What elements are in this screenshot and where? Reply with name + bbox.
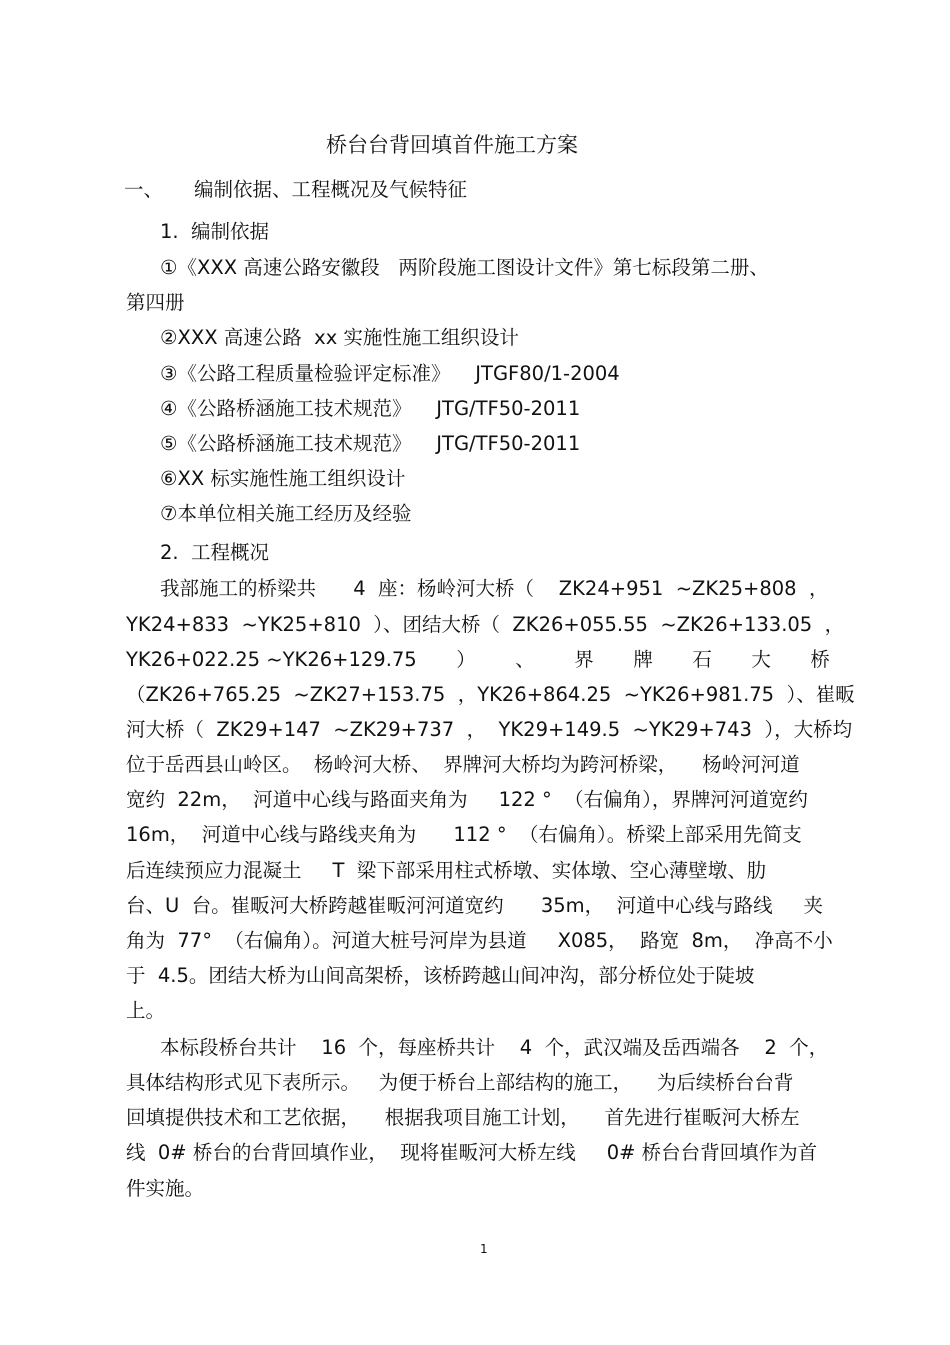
paragraph-line: 于 4.5。团结大桥为山间高架桥，该桥跨越山间冲沟，部分桥位处于陡坡 <box>126 964 755 987</box>
justified-segment: 牌 <box>633 648 653 671</box>
reference-item: ⑤《公路桥涵施工技术规范》 JTG/TF50-2011 <box>160 432 581 455</box>
justified-segment: 桥 <box>810 648 830 671</box>
reference-item: ③《公路工程质量检验评定标准》 JTGF80/1-2004 <box>160 362 620 385</box>
paragraph-line: 16m， 河道中心线与路线夹角为 112 ° （右偏角）。桥梁上部采用先简支 <box>126 823 802 846</box>
paragraph-line: 件实施。 <box>126 1177 205 1200</box>
paragraph-line: 河大桥（ ZK29+147 ~ZK29+737 ， YK29+149.5 ~YK29+743 ），大桥均 <box>126 718 853 741</box>
justified-segment: ） <box>456 648 476 671</box>
section-number: 一、 <box>124 178 164 201</box>
justified-segment: 石 <box>692 648 712 671</box>
reference-item-continuation: 第四册 <box>126 291 185 314</box>
reference-item: ⑥XX 标实施性施工组织设计 <box>160 467 406 490</box>
reference-item: ⑦本单位相关施工经历及经验 <box>160 502 412 525</box>
reference-item: ①《XXX 高速公路安徽段 两阶段施工图设计文件》第七标段第二册、 <box>160 256 769 279</box>
reference-item: ②XXX 高速公路 xx 实施性施工组织设计 <box>160 326 519 349</box>
subsection-heading-basis: 1. 编制依据 <box>160 220 270 243</box>
paragraph-line: 上。 <box>126 999 166 1022</box>
paragraph-line: 后连续预应力混凝土 T 梁下部采用柱式桥墩、实体墩、空心薄壁墩、肋 <box>126 859 767 882</box>
justified-segment: 大 <box>751 648 771 671</box>
paragraph-line-justified <box>126 648 830 672</box>
paragraph-line: 台、U 台。崔畈河大桥跨越崔畈河河道宽约 35m， 河道中心线与路线 夹 <box>126 894 824 917</box>
paragraph-line: 位于岳西县山岭区。 杨岭河大桥、 界牌河大桥均为跨河桥梁， 杨岭河河道 <box>126 753 800 776</box>
justified-segment: YK26+022.25 ~YK26+129.75 <box>126 648 417 671</box>
paragraph-line: 具体结构形式见下表所示。 为便于桥台上部结构的施工， 为后续桥台台背 <box>126 1071 794 1094</box>
paragraph-line: 角为 77° （右偏角）。河道大桩号河岸为县道 X085， 路宽 8m， 净高不小 <box>126 929 833 952</box>
paragraph-line: 宽约 22m， 河道中心线与路面夹角为 122 ° （右偏角），界牌河河道宽约 <box>126 788 808 811</box>
section-heading: 编制依据、工程概况及气候特征 <box>194 178 468 201</box>
subsection-heading-overview: 2. 工程概况 <box>160 541 270 564</box>
paragraph-line: 线 0# 桥台的台背回填作业， 现将崔畈河大桥左线 0# 桥台台背回填作为首 <box>126 1141 818 1164</box>
page-number: 1 <box>480 1242 488 1256</box>
paragraph-line: 本标段桥台共计 16 个，每座桥共计 4 个，武汉端及岳西端各 2 个， <box>160 1036 829 1059</box>
paragraph-line: 我部施工的桥梁共 4 座：杨岭河大桥（ ZK24+951 ~ZK25+808 ， <box>160 577 829 600</box>
paragraph-line: （ZK26+765.25 ~ZK27+153.75 ，YK26+864.25 ~YK26+981.75 ）、崔畈 <box>126 683 855 706</box>
paragraph-line: YK24+833 ~YK25+810 ）、团结大桥（ ZK26+055.55 ~ZK26+133.05 ， <box>126 613 845 636</box>
justified-segment: 、 <box>515 648 535 671</box>
document-title: 桥台台背回填首件施工方案 <box>326 133 578 157</box>
justified-segment: 界 <box>574 648 594 671</box>
paragraph-line: 回填提供技术和工艺依据， 根据我项目施工计划， 首先进行崔畈河大桥左 <box>126 1106 800 1129</box>
reference-item: ④《公路桥涵施工技术规范》 JTG/TF50-2011 <box>160 397 581 420</box>
